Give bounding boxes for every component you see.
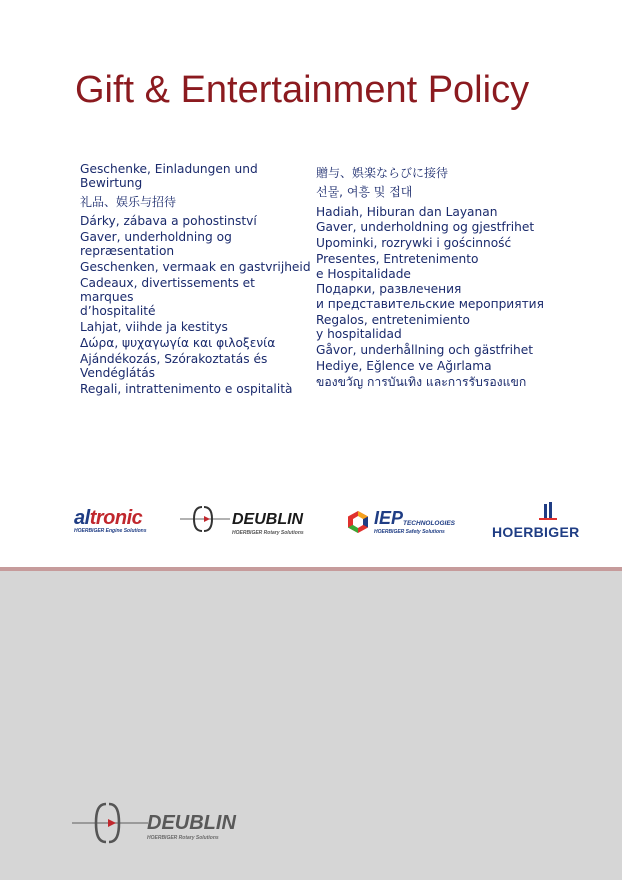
hoerbiger-mark-icon	[492, 502, 582, 524]
deublin-logo	[180, 504, 320, 554]
translation-hu: Ajándékozás, Szórakoztatás és Vendéglátás	[80, 352, 268, 381]
altronic-wordmark-b: tronic	[89, 507, 143, 529]
translations-right-column	[316, 162, 556, 391]
translation-cs: Dárky, zábava a pohostinství	[80, 213, 257, 228]
footer-deublin-subtitle: HOERBIGER Rotary Solutions	[147, 835, 219, 841]
deublin-mark-icon	[180, 504, 230, 534]
altronic-wordmark-a: al	[74, 507, 90, 529]
translation-no: Gaver, underholdning og gjestfrihet	[316, 220, 535, 235]
translation-sv: Gåvor, underhållning och gästfrihet	[316, 342, 534, 357]
translations-left-column	[80, 162, 312, 398]
translation-de: Geschenke, Einladungen und Bewirtung	[80, 162, 258, 191]
page-title: Gift & Entertainment Policy	[75, 69, 530, 111]
translation-ja: 贈与、娯楽ならびに接待	[316, 166, 449, 180]
footer-deublin-wordmark: DEUBLIN	[147, 812, 236, 834]
altronic-wordmark	[74, 508, 147, 528]
translation-it: Regali, intrattenimento e ospitalità	[80, 382, 293, 397]
translation-ko: 선물, 여흥 및 접대	[316, 185, 413, 200]
translation-es: Regalos, entretenimiento y hospitalidad	[316, 312, 470, 341]
iep-logo	[346, 510, 476, 560]
translation-da: Gaver, underholdning og repræsentation	[80, 229, 232, 259]
translation-fr: Cadeaux, divertissements et marques d’hospitalité	[80, 275, 255, 319]
translation-pl: Upominki, rozrywki i gościnność	[316, 236, 512, 251]
translation-pt: Presentes, Entretenimento e Hospitalidade	[316, 252, 479, 281]
hoerbiger-logo	[492, 502, 592, 552]
translation-el: Δώρα, ψυχαγωγία και φιλοξενία	[80, 336, 276, 351]
brand-logos-row	[0, 496, 622, 556]
translation-tr: Hediye, Eğlence ve Ağırlama	[316, 358, 492, 373]
translation-ru: Подарки, развлечения и представительские мероприятия	[316, 282, 544, 311]
iep-hexagon-icon	[346, 510, 370, 534]
translation-nl: Geschenken, vermaak en gastvrijheid	[80, 259, 311, 274]
iep-wordmark-suffix: TECHNOLOGIES	[403, 520, 456, 527]
footer-deublin-mark-icon	[72, 800, 148, 846]
altronic-subtitle: HOERBIGER Engine Solutions	[74, 528, 147, 534]
iep-wordmark: IEP	[374, 508, 404, 528]
translation-th: ของขวัญ การบันเทิง และการรับรองแขก	[316, 374, 527, 389]
deublin-subtitle: HOERBIGER Rotary Solutions	[232, 530, 304, 536]
deublin-wordmark: DEUBLIN	[232, 511, 304, 528]
translation-zh: 礼品、娱乐与招待	[80, 194, 177, 209]
footer-deublin-logo	[72, 800, 262, 850]
iep-subtitle: HOERBIGER Safety Solutions	[374, 529, 445, 535]
hoerbiger-wordmark: HOERBIGER	[492, 524, 580, 540]
translation-id: Hadiah, Hiburan dan Layanan	[316, 204, 498, 219]
translation-fi: Lahjat, viihde ja kestitys	[80, 320, 228, 335]
altronic-logo	[74, 508, 147, 558]
